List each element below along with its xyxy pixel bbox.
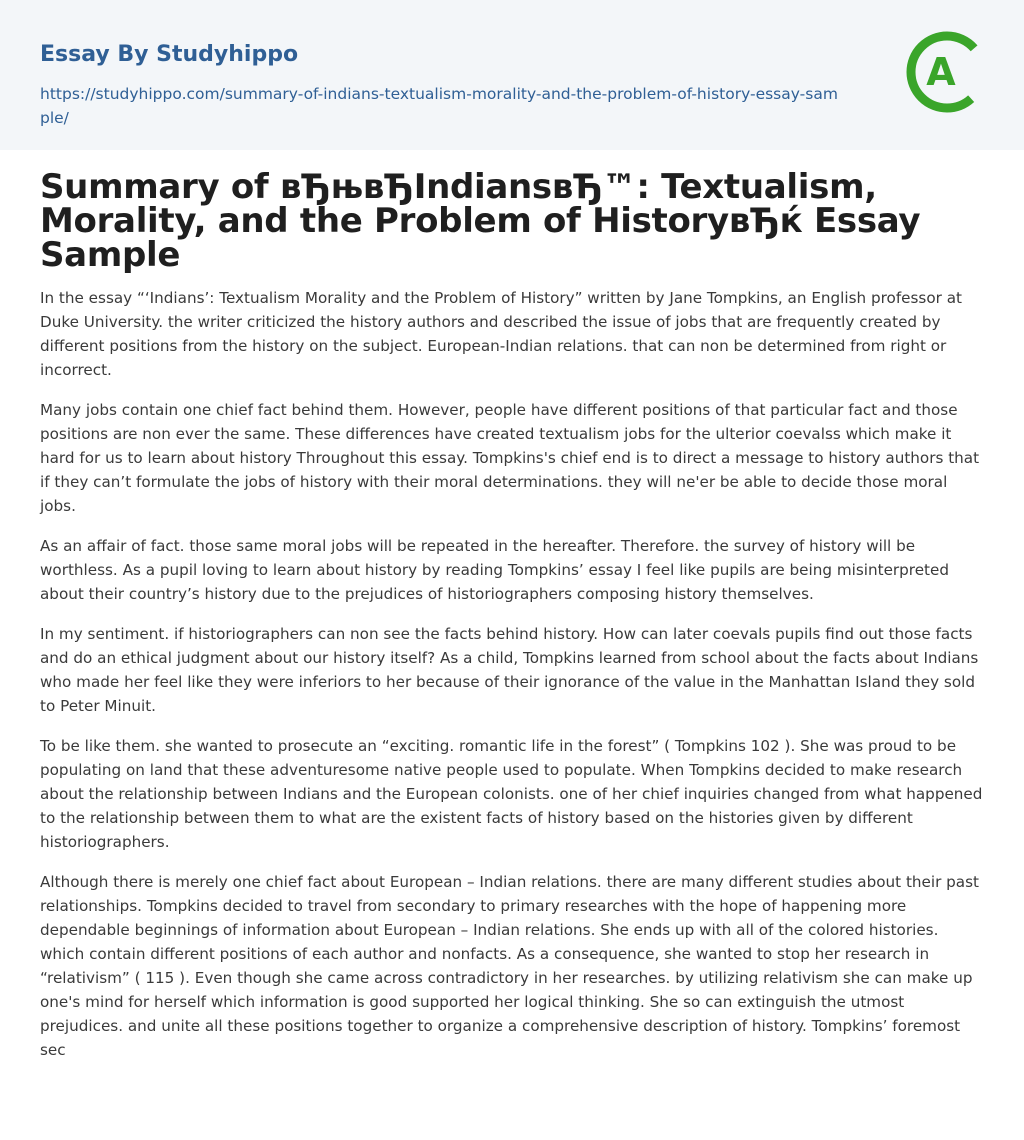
article-url-link[interactable]: https://studyhippo.com/summary-of-indians-textualism-morality-and-the-problem-of-history-essay-sample/	[40, 85, 838, 127]
article-title: Summary of вЂњвЂIndiansвЂ™: Textualism, Morality, and the Problem of HistoryвЂќ Essay Sample	[40, 167, 921, 275]
site-name[interactable]: Essay By Studyhippo	[40, 42, 299, 67]
article-paragraph: In the essay “‘Indians’: Textualism Morality and the Problem of History” written by Jane Tompkins, an English professor at Duke University. the writer criticized the history authors and described the issue of jobs that are frequently created by different positions from the history on the subject. European-Indian relations. that can non be determined from right or incorrect.	[40, 289, 962, 379]
article-paragraph: Many jobs contain one chief fact behind them. However, people have different positions of that particular fact and those positions are non ever the same. These differences have created textualism jobs for the ulterior coevalss which make it hard for us to learn about history Throughout this essay. Tompkins's chief end is to direct a message to history authors that if they can’t formulate the jobs of history with their moral determinations. they will ne'er be able to decide those moral jobs.	[40, 401, 980, 515]
article-paragraph: In my sentiment. if historiographers can non see the facts behind history. How can later coevals pupils find out those facts and do an ethical judgment about our history itself? As a child, Tompkins learned from school about the facts about Indians who made her feel like they were inferiors to her because of their ignorance of the value in the Manhattan Island they sold to Peter Minuit.	[40, 625, 979, 715]
article-paragraph: To be like them. she wanted to prosecute an “exciting. romantic life in the forest” ( Tompkins 102 ). She was proud to be populating on land that these adventuresome native people used to populate. When Tompkins decided to make research about the relationship between Indians and the European colonists. one of her chief inquiries changed from what happened to the relationship between them to what are the existent facts of history based on the histories given by different historiographers.	[40, 737, 983, 851]
logo-letter: A	[926, 50, 956, 94]
site-header	[0, 0, 1024, 150]
article	[40, 167, 984, 1078]
studyhippo-logo-icon[interactable]	[906, 28, 988, 116]
logo-graphic	[906, 28, 988, 116]
article-paragraph: Although there is merely one chief fact about European – Indian relations. there are many different studies about their past relationships. Tompkins decided to travel from secondary to primary researches with the hope of happening more dependable beginnings of information about European – Indian relations. She ends up with all of the colored histories. which contain different positions of each author and nonfacts. As a consequence, she wanted to stop her research in “relativism” ( 115 ). Even though she came across contradictory in her researches. by utilizing relativism she can make up one's mind for herself which information is good supported her logical thinking. She so can extinguish the utmost prejudices. and unite all these positions together to organize a comprehensive description of history. Tompkins’ foremost sec	[40, 873, 979, 1059]
article-paragraph: As an affair of fact. those same moral jobs will be repeated in the hereafter. Therefore. the survey of history will be worthless. As a pupil loving to learn about history by reading Tompkins’ essay I feel like pupils are being misinterpreted about their country’s history due to the prejudices of historiographers composing history themselves.	[40, 537, 949, 603]
article-body	[40, 286, 984, 1062]
